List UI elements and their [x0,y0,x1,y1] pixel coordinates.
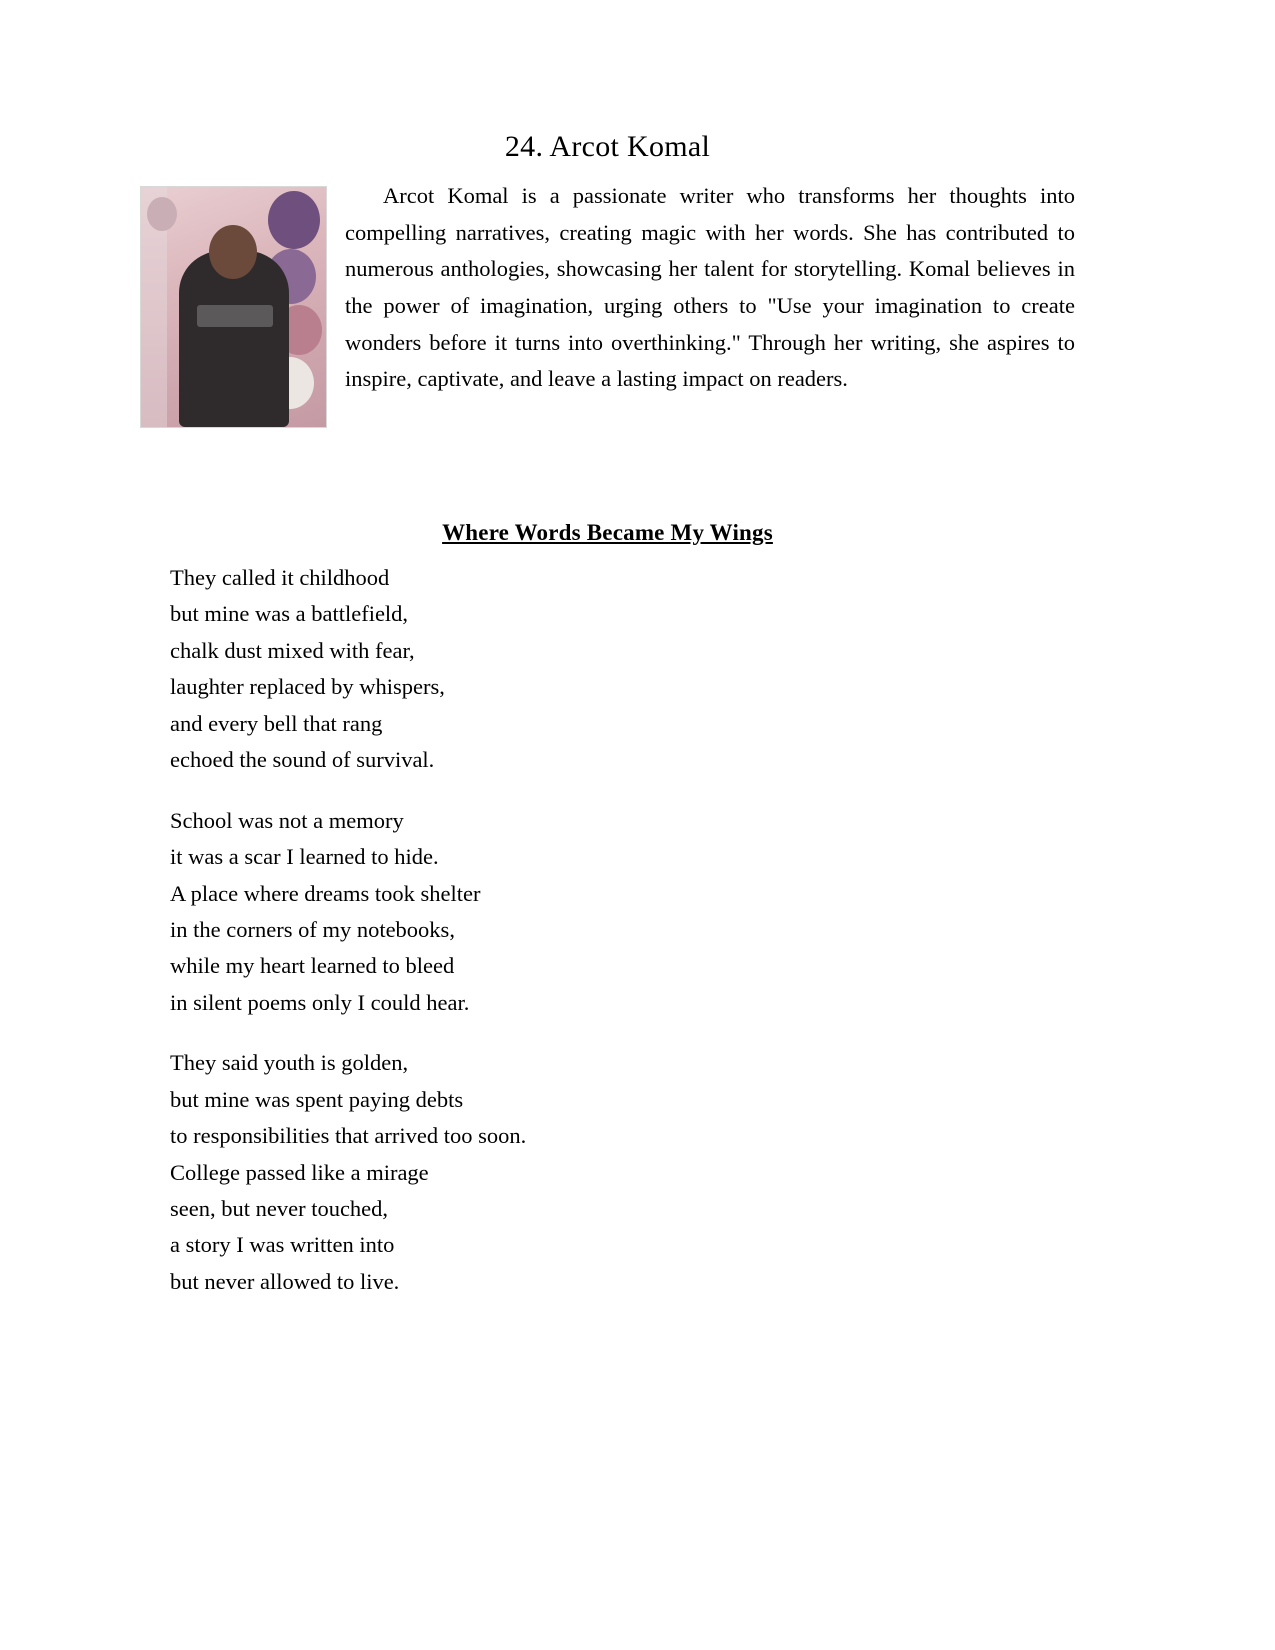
poem-line: They called it childhood [170,565,390,590]
page-content [140,130,1075,1324]
poem-line: School was not a memory [170,807,404,833]
poem-line: while my heart learned to bleed [170,953,455,979]
poem-line: it was a scar I learned to hide. [170,844,439,870]
poem-line: College passed like a mirage [170,1159,429,1185]
poem-line: in silent poems only I could hear. [170,989,470,1015]
author-bio-text: Arcot Komal is a passionate writer who transforms her thoughts into compelling narratives, creating magic with her words. She has contributed to numerous anthologies, showcasing her talent for storytelling. Komal believes in the power of imagination, urging others to "Use your imagination to create wonders before it turns into overthinking." Through her writing, she aspires to inspire, captivate, and leave a lasting impact on readers. [345,183,1075,392]
poem-line: to responsibilities that arrived too soon. [170,1123,527,1149]
poem-line: seen, but never touched, [170,1196,389,1221]
page-title: 24. Arcot Komal [504,130,711,163]
poem-line: They said youth is golden, [170,1050,409,1076]
poem-line: echoed the sound of survival. [170,747,435,773]
poem-line: a story I was written into [170,1232,395,1258]
author-portrait-image [140,186,327,428]
balloon-decor-icon [147,197,177,231]
poem-stanza [170,560,1075,779]
poem-line: but never allowed to live. [170,1268,400,1294]
portrait-shirt-graphic [197,305,273,327]
poem-stanza [170,1045,1075,1300]
poem-title: Where Words Became My Wings [442,520,773,545]
poem-line: laughter replaced by whispers, [170,674,445,700]
poem-line: but mine was a battlefield, [170,601,409,627]
poem-line: chalk dust mixed with fear, [170,637,415,663]
author-bio-block [140,178,1075,434]
poem-line: but mine was spent paying debts [170,1086,464,1112]
poem-body [170,560,1075,1300]
poem-line: A place where dreams took shelter [170,880,481,906]
poem-section [140,520,1075,1300]
poem-line: and every bell that rang [170,710,383,736]
portrait-head [209,225,257,279]
poem-stanza [170,803,1075,1022]
balloon-decor-icon [268,191,320,249]
poem-line: in the corners of my notebooks, [170,916,455,942]
